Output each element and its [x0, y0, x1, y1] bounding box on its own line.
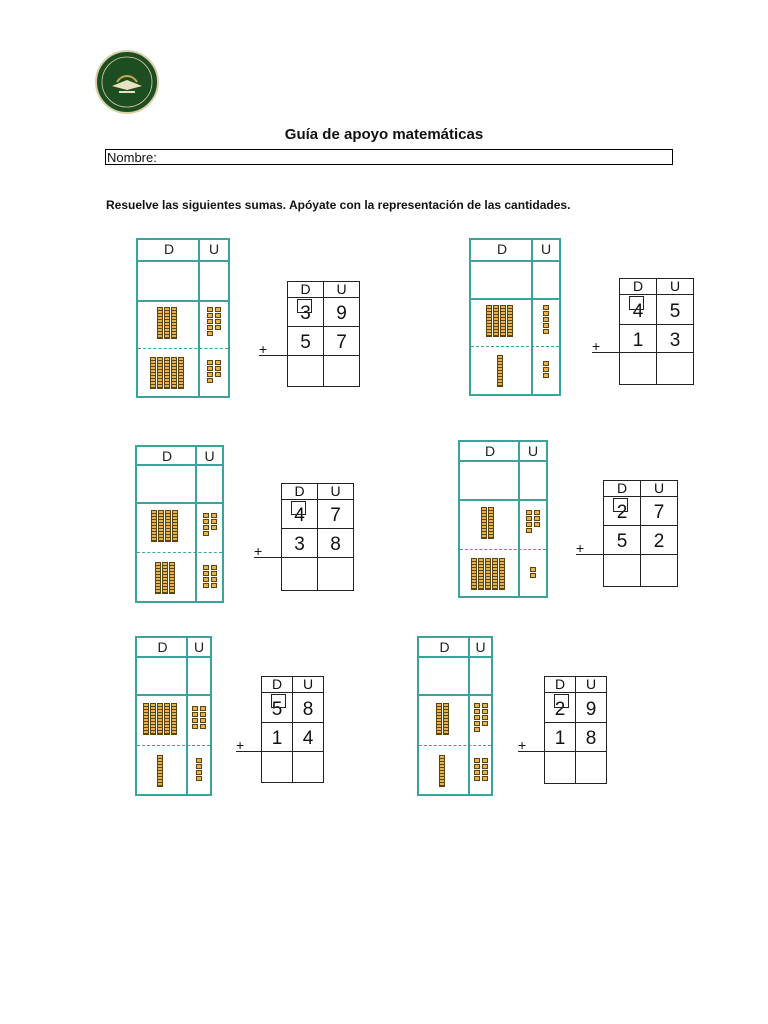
unit-cube — [192, 718, 198, 723]
unit-cube — [482, 770, 488, 775]
ten-rod — [150, 357, 156, 389]
board-dashed-rule — [137, 745, 210, 746]
unit-cube — [203, 519, 209, 524]
unit-cube — [543, 329, 549, 334]
grid-header-cell: U — [656, 278, 694, 295]
board-row-rule — [137, 502, 222, 504]
unit-cube — [207, 307, 213, 312]
ten-rod — [488, 507, 494, 539]
unit-cube — [211, 525, 217, 530]
board-row-rule — [137, 694, 210, 696]
unit-cube — [207, 331, 213, 336]
unit-cube — [200, 706, 206, 711]
board-header-tens: D — [439, 639, 450, 655]
unit-cube — [203, 531, 209, 536]
ten-rod — [507, 305, 513, 337]
unit-cube — [543, 323, 549, 328]
plus-sign: + — [236, 737, 245, 753]
unit-cube — [534, 510, 540, 515]
unit-cube — [215, 313, 221, 318]
sum-rule — [518, 751, 544, 752]
plus-sign: + — [576, 540, 585, 556]
board-header-units: U — [527, 443, 539, 459]
plus-sign: + — [518, 737, 527, 753]
unit-cube — [200, 724, 206, 729]
unit-cube — [526, 522, 532, 527]
digit-cell: 7 — [323, 326, 360, 356]
unit-cube — [474, 758, 480, 763]
board-dashed-rule — [138, 348, 228, 349]
digit-cell: 5 — [603, 525, 641, 555]
unit-cube — [203, 583, 209, 588]
grid-header-cell: D — [281, 483, 318, 500]
board-divider — [186, 638, 188, 794]
sum-rule — [592, 352, 619, 353]
unit-cube — [203, 513, 209, 518]
ten-rod — [499, 558, 505, 590]
unit-cube — [215, 307, 221, 312]
answer-cell[interactable] — [261, 751, 293, 783]
unit-cube — [474, 709, 480, 714]
answer-cell[interactable] — [544, 751, 576, 784]
unit-cube — [207, 360, 213, 365]
board-dashed-rule — [137, 552, 222, 553]
board-divider — [518, 442, 520, 596]
unit-cube — [474, 721, 480, 726]
unit-cube — [543, 361, 549, 366]
ten-rod — [172, 510, 178, 542]
answer-cell[interactable] — [656, 352, 694, 385]
board-header-rule — [138, 260, 228, 262]
carry-box[interactable] — [291, 501, 306, 515]
board-row-rule — [138, 300, 228, 302]
ten-rod — [143, 703, 149, 735]
board-header-tens: D — [157, 639, 168, 655]
board-divider — [531, 240, 533, 394]
ten-rod — [171, 357, 177, 389]
board-header-units: U — [208, 241, 220, 257]
grid-header-cell: U — [575, 676, 607, 693]
unit-cube — [211, 565, 217, 570]
board-header-tens: D — [161, 448, 173, 464]
answer-cell[interactable] — [640, 554, 678, 587]
board-header-rule — [460, 460, 546, 462]
digit-cell: 3 — [287, 297, 324, 327]
name-label: Nombre: — [107, 150, 157, 165]
answer-cell[interactable] — [575, 751, 607, 784]
board-header-rule — [471, 260, 559, 262]
unit-cube — [482, 758, 488, 763]
digit-cell: 1 — [619, 324, 657, 353]
grid-header-cell: U — [317, 483, 354, 500]
unit-cube — [207, 372, 213, 377]
ten-rod — [164, 357, 170, 389]
board-divider — [468, 638, 470, 794]
board-header-tens: D — [484, 443, 496, 459]
grid-header-cell: U — [292, 676, 324, 693]
digit-cell: 4 — [281, 499, 318, 529]
ten-rod — [157, 307, 163, 339]
answer-cell[interactable] — [323, 355, 360, 387]
unit-cube — [474, 764, 480, 769]
unit-cube — [196, 758, 202, 763]
unit-cube — [482, 721, 488, 726]
digit-cell: 2 — [603, 496, 641, 526]
board-header-units: U — [540, 241, 552, 257]
ten-rod — [150, 703, 156, 735]
board-header-rule — [419, 656, 491, 658]
ten-rod — [157, 703, 163, 735]
unit-cube — [196, 776, 202, 781]
instructions-text: Resuelve las siguientes sumas. Apóyate con la representación de las cantidades. — [106, 198, 571, 212]
unit-cube — [211, 519, 217, 524]
digit-cell: 2 — [544, 692, 576, 723]
digit-cell: 4 — [619, 294, 657, 325]
ten-rod — [164, 307, 170, 339]
ten-rod — [178, 357, 184, 389]
unit-cube — [207, 319, 213, 324]
digit-cell: 8 — [575, 722, 607, 752]
unit-cube — [211, 577, 217, 582]
ten-rod — [436, 703, 442, 735]
unit-cube — [543, 317, 549, 322]
ten-rod — [162, 562, 168, 594]
name-field[interactable] — [105, 149, 673, 165]
ten-rod — [481, 507, 487, 539]
ten-rod — [485, 558, 491, 590]
unit-cube — [215, 325, 221, 330]
ten-rod — [171, 307, 177, 339]
answer-cell[interactable] — [292, 751, 324, 783]
page-title: Guía de apoyo matemáticas — [284, 126, 484, 143]
ten-rod — [486, 305, 492, 337]
unit-cube — [192, 712, 198, 717]
digit-cell: 3 — [281, 528, 318, 558]
digit-cell: 5 — [656, 294, 694, 325]
unit-cube — [192, 724, 198, 729]
board-row-rule — [419, 694, 491, 696]
ten-rod — [500, 305, 506, 337]
board-dashed-rule — [471, 346, 559, 347]
unit-cube — [203, 577, 209, 582]
ten-rod — [439, 755, 445, 787]
answer-cell[interactable] — [287, 355, 324, 387]
board-dashed-rule — [419, 745, 491, 746]
unit-cube — [203, 525, 209, 530]
unit-cube — [482, 703, 488, 708]
unit-cube — [526, 510, 532, 515]
unit-cube — [526, 516, 532, 521]
unit-cube — [543, 373, 549, 378]
ten-rod — [164, 703, 170, 735]
unit-cube — [200, 718, 206, 723]
unit-cube — [530, 567, 536, 572]
unit-cube — [207, 325, 213, 330]
sum-rule — [254, 557, 281, 558]
answer-cell[interactable] — [317, 557, 354, 591]
unit-cube — [474, 727, 480, 732]
unit-cube — [482, 764, 488, 769]
digit-cell: 3 — [656, 324, 694, 353]
ten-rod — [169, 562, 175, 594]
board-row-rule — [471, 298, 559, 300]
digit-cell: 4 — [292, 722, 324, 752]
unit-cube — [203, 565, 209, 570]
board-row-rule — [460, 499, 546, 501]
digit-cell: 2 — [640, 525, 678, 555]
digit-cell: 1 — [544, 722, 576, 752]
digit-cell: 8 — [317, 528, 354, 558]
plus-sign: + — [259, 341, 268, 357]
unit-cube — [530, 573, 536, 578]
sum-rule — [236, 751, 261, 752]
unit-cube — [211, 571, 217, 576]
ten-rod — [151, 510, 157, 542]
ten-rod — [157, 357, 163, 389]
unit-cube — [207, 313, 213, 318]
ten-rod — [492, 558, 498, 590]
unit-cube — [534, 516, 540, 521]
unit-cube — [192, 706, 198, 711]
grid-header-cell: D — [287, 281, 324, 298]
board-header-units: U — [204, 448, 215, 464]
board-dashed-rule — [460, 549, 546, 550]
unit-cube — [474, 776, 480, 781]
digit-cell: 9 — [575, 692, 607, 723]
grid-header-cell: D — [619, 278, 657, 295]
answer-cell[interactable] — [603, 554, 641, 587]
unit-cube — [543, 367, 549, 372]
answer-cell[interactable] — [281, 557, 318, 591]
board-header-rule — [137, 464, 222, 466]
ten-rod — [471, 558, 477, 590]
grid-header-cell: U — [323, 281, 360, 298]
ten-rod — [493, 305, 499, 337]
unit-cube — [215, 360, 221, 365]
unit-cube — [196, 770, 202, 775]
digit-cell: 7 — [317, 499, 354, 529]
carry-box[interactable] — [629, 296, 644, 310]
unit-cube — [474, 715, 480, 720]
digit-cell: 5 — [261, 692, 293, 723]
board-header-rule — [137, 656, 210, 658]
school-crest-icon — [95, 50, 159, 114]
unit-cube — [207, 378, 213, 383]
ten-rod — [443, 703, 449, 735]
unit-cube — [534, 522, 540, 527]
ten-rod — [157, 755, 163, 787]
unit-cube — [215, 319, 221, 324]
board-header-units: U — [475, 639, 486, 655]
board-divider — [195, 447, 197, 601]
unit-cube — [543, 305, 549, 310]
sum-rule — [259, 355, 287, 356]
digit-cell: 5 — [287, 326, 324, 356]
unit-cube — [211, 513, 217, 518]
digit-cell: 7 — [640, 496, 678, 526]
board-header-units: U — [193, 639, 205, 655]
grid-header-cell: D — [261, 676, 293, 693]
unit-cube — [215, 366, 221, 371]
ten-rod — [155, 562, 161, 594]
ten-rod — [478, 558, 484, 590]
grid-header-cell: U — [640, 480, 678, 497]
digit-cell: 8 — [292, 692, 324, 723]
unit-cube — [211, 583, 217, 588]
unit-cube — [215, 372, 221, 377]
grid-header-cell: D — [544, 676, 576, 693]
ten-rod — [165, 510, 171, 542]
unit-cube — [196, 764, 202, 769]
digit-cell: 9 — [323, 297, 360, 327]
board-header-tens: D — [496, 241, 508, 257]
unit-cube — [482, 715, 488, 720]
unit-cube — [482, 776, 488, 781]
answer-cell[interactable] — [619, 352, 657, 385]
ten-rod — [497, 355, 503, 387]
carry-box[interactable] — [554, 694, 569, 708]
unit-cube — [474, 770, 480, 775]
carry-box[interactable] — [297, 299, 312, 313]
unit-cube — [526, 528, 532, 533]
carry-box[interactable] — [271, 694, 286, 708]
unit-cube — [200, 712, 206, 717]
unit-cube — [482, 709, 488, 714]
unit-cube — [474, 703, 480, 708]
board-header-tens: D — [163, 241, 175, 257]
board-divider — [198, 240, 200, 396]
digit-cell: 1 — [261, 722, 293, 752]
carry-box[interactable] — [613, 498, 628, 512]
grid-header-cell: D — [603, 480, 641, 497]
unit-cube — [207, 366, 213, 371]
ten-rod — [158, 510, 164, 542]
unit-cube — [203, 571, 209, 576]
sum-rule — [576, 554, 603, 555]
ten-rod — [171, 703, 177, 735]
plus-sign: + — [254, 543, 263, 559]
unit-cube — [543, 311, 549, 316]
plus-sign: + — [592, 338, 601, 354]
